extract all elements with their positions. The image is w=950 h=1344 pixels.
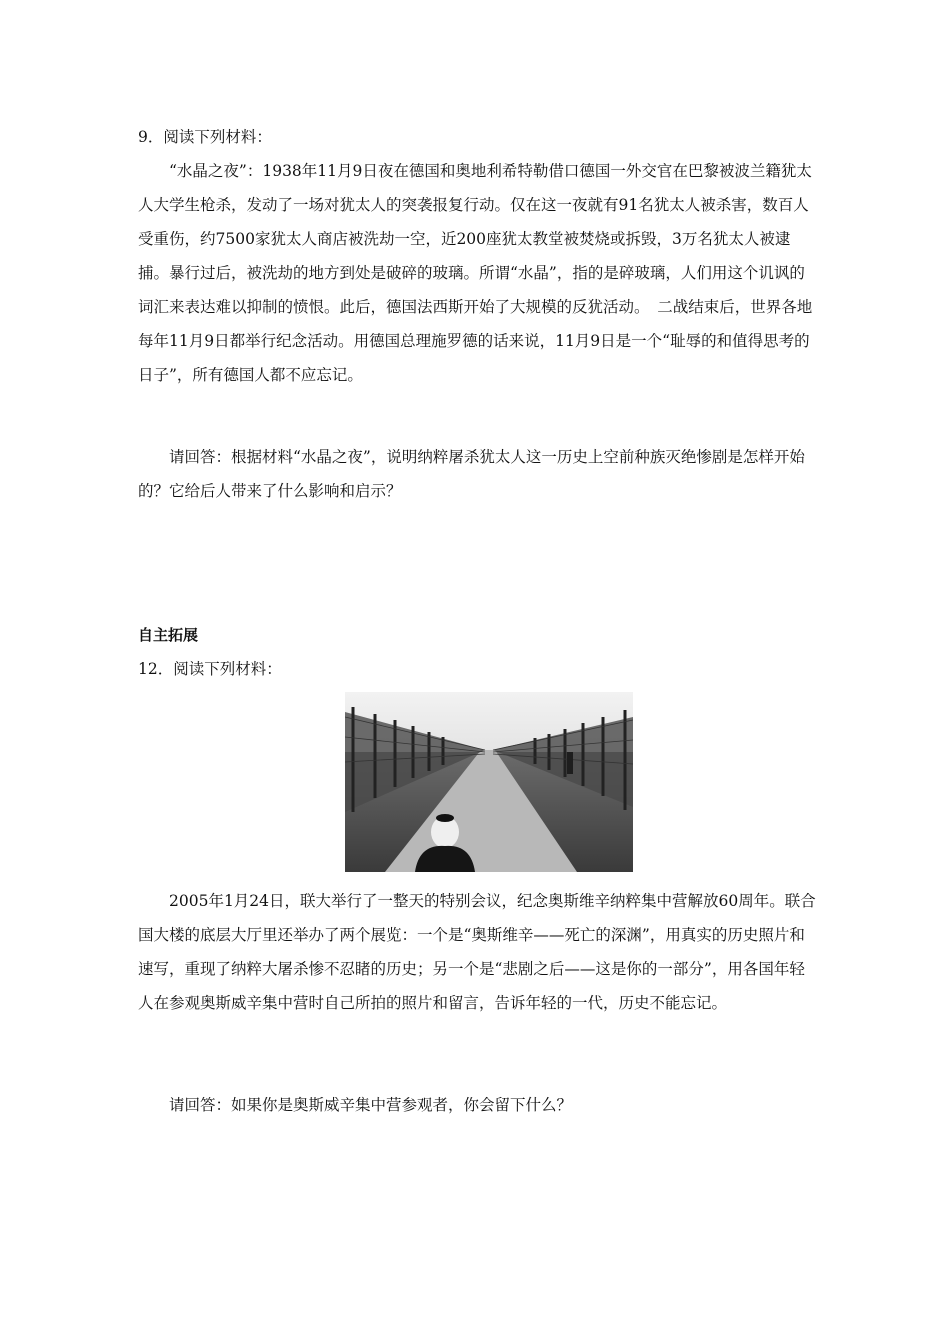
section-heading: 自主拓展 [138, 626, 199, 644]
camp-photo-image [345, 692, 633, 872]
question-12-title: 12．阅读下列材料： [138, 660, 282, 678]
auschwitz-camp-photo [345, 692, 633, 872]
question-12-material: 2005年1月24日，联大举行了一整天的特别会议，纪念奥斯维辛纳粹集中营解放60周年。联合国大楼的底层大厅里还举办了两个展览：一个是“奥斯维辛——死亡的深渊”，用真实的历史照片和速写，重现了纳粹大屠杀惨不忍睹的历史；另一个是“悲剧之后——这是你的一部分”，用各国年轻人在参观奥斯威辛集中营时自己所拍的照片和留言，告诉年轻的一代，历史不能忘记。 [138, 892, 816, 1012]
question-9-prompt: 请回答：根据材料“水晶之夜”，说明纳粹屠杀犹太人这一历史上空前种族灭绝惨剧是怎样开始的？它给后人带来了什么影响和启示？ [138, 448, 805, 500]
question-12-prompt: 请回答：如果你是奥斯威辛集中营参观者，你会留下什么？ [169, 1096, 573, 1114]
question-9-material: “水晶之夜”：1938年11月9日夜在德国和奥地利希特勒借口德国一外交官在巴黎被波兰籍犹太人大学生枪杀，发动了一场对犹太人的突袭报复行动。仅在这一夜就有91名犹太人被杀害，数百人受重伤，约7500家犹太人商店被洗劫一空，近200座犹太教堂被焚烧或拆毁，3万名犹太人被逮捕。暴行过后，被洗劫的地方到处是破碎的玻璃。所谓“水晶”，指的是碎玻璃，人们用这个讥讽的词汇来表达难以抑制的愤恨。此后，德国法西斯开始了大规模的反犹活动。 二战结束后，世界各地每年11月9日都举行纪念活动。用德国总理施罗德的话来说，11月9日是一个“耻辱的和值得思考的日子”，所有德国人都不应忘记。 [138, 162, 813, 384]
question-9-title: 9．阅读下列材料： [138, 128, 272, 146]
